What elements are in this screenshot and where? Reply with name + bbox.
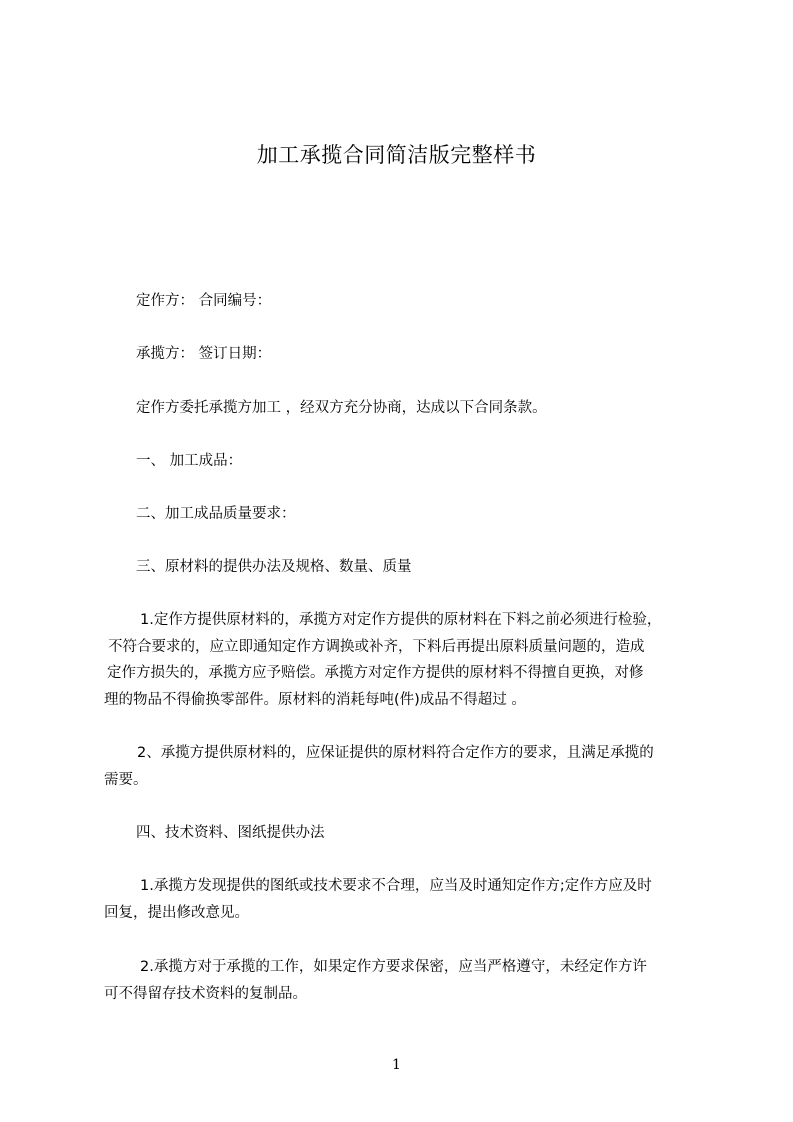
page-number: 1 [392,1057,401,1073]
paragraph-line: 需要。 [104,771,148,788]
paragraph-line: 回复，提出修改意见。 [104,904,249,921]
paragraph-line: 1.承揽方发现提供的图纸或技术要求不合理，应当及时通知定作方;定作方应及时 [140,878,652,894]
paragraph-line: 1.定作方提供原材料的，承揽方对定作方提供的原材料在下料之前必须进行检验， [140,612,662,628]
section-4-paragraph-2 [104,957,719,1010]
section-3-paragraph-1 [104,610,719,716]
paragraph-line: 2、承揽方提供原材料的，应保证提供的原材料符合定作方的要求，且满足承揽的 [137,745,654,761]
document-title: 加工承揽合同简洁版完整样书 [256,143,537,167]
paragraph-line: 2.承揽方对于承揽的工作，如果定作方要求保密，应当严格遵守，未经定作方许 [140,959,647,975]
paragraph-line: 定作方损失的，承揽方应予赔偿。承揽方对定作方提供的原材料不得擅自更换，对修 [107,665,644,681]
section-1-heading: 一、 加工成品： [136,453,243,469]
intro-paragraph: 定作方委托承揽方加工 ，经双方充分协商，达成以下合同条款。 [136,400,547,416]
section-3-heading: 三、原材料的提供办法及规格、数量、质量 [136,559,412,575]
section-2-heading: 二、加工成品质量要求： [136,506,296,522]
section-4-heading: 四、技术资料、图纸提供办法 [136,825,325,841]
section-4-paragraph-1 [104,876,719,929]
paragraph-line: 不符合要求的，应立即通知定作方调换或补齐，下料后再提出原料质量问题的，造成 [108,638,645,655]
party-a-contract-no-line: 定作方： 合同编号： [136,293,272,309]
section-3-paragraph-2 [104,743,719,796]
party-b-sign-date-line: 承揽方： 签订日期： [136,346,272,362]
paragraph-line: 可不得留存技术资料的复制品。 [104,985,307,1002]
paragraph-line: 理的物品不得偷换零部件。原材料的消耗每吨(件)成品不得超过 。 [104,691,526,708]
